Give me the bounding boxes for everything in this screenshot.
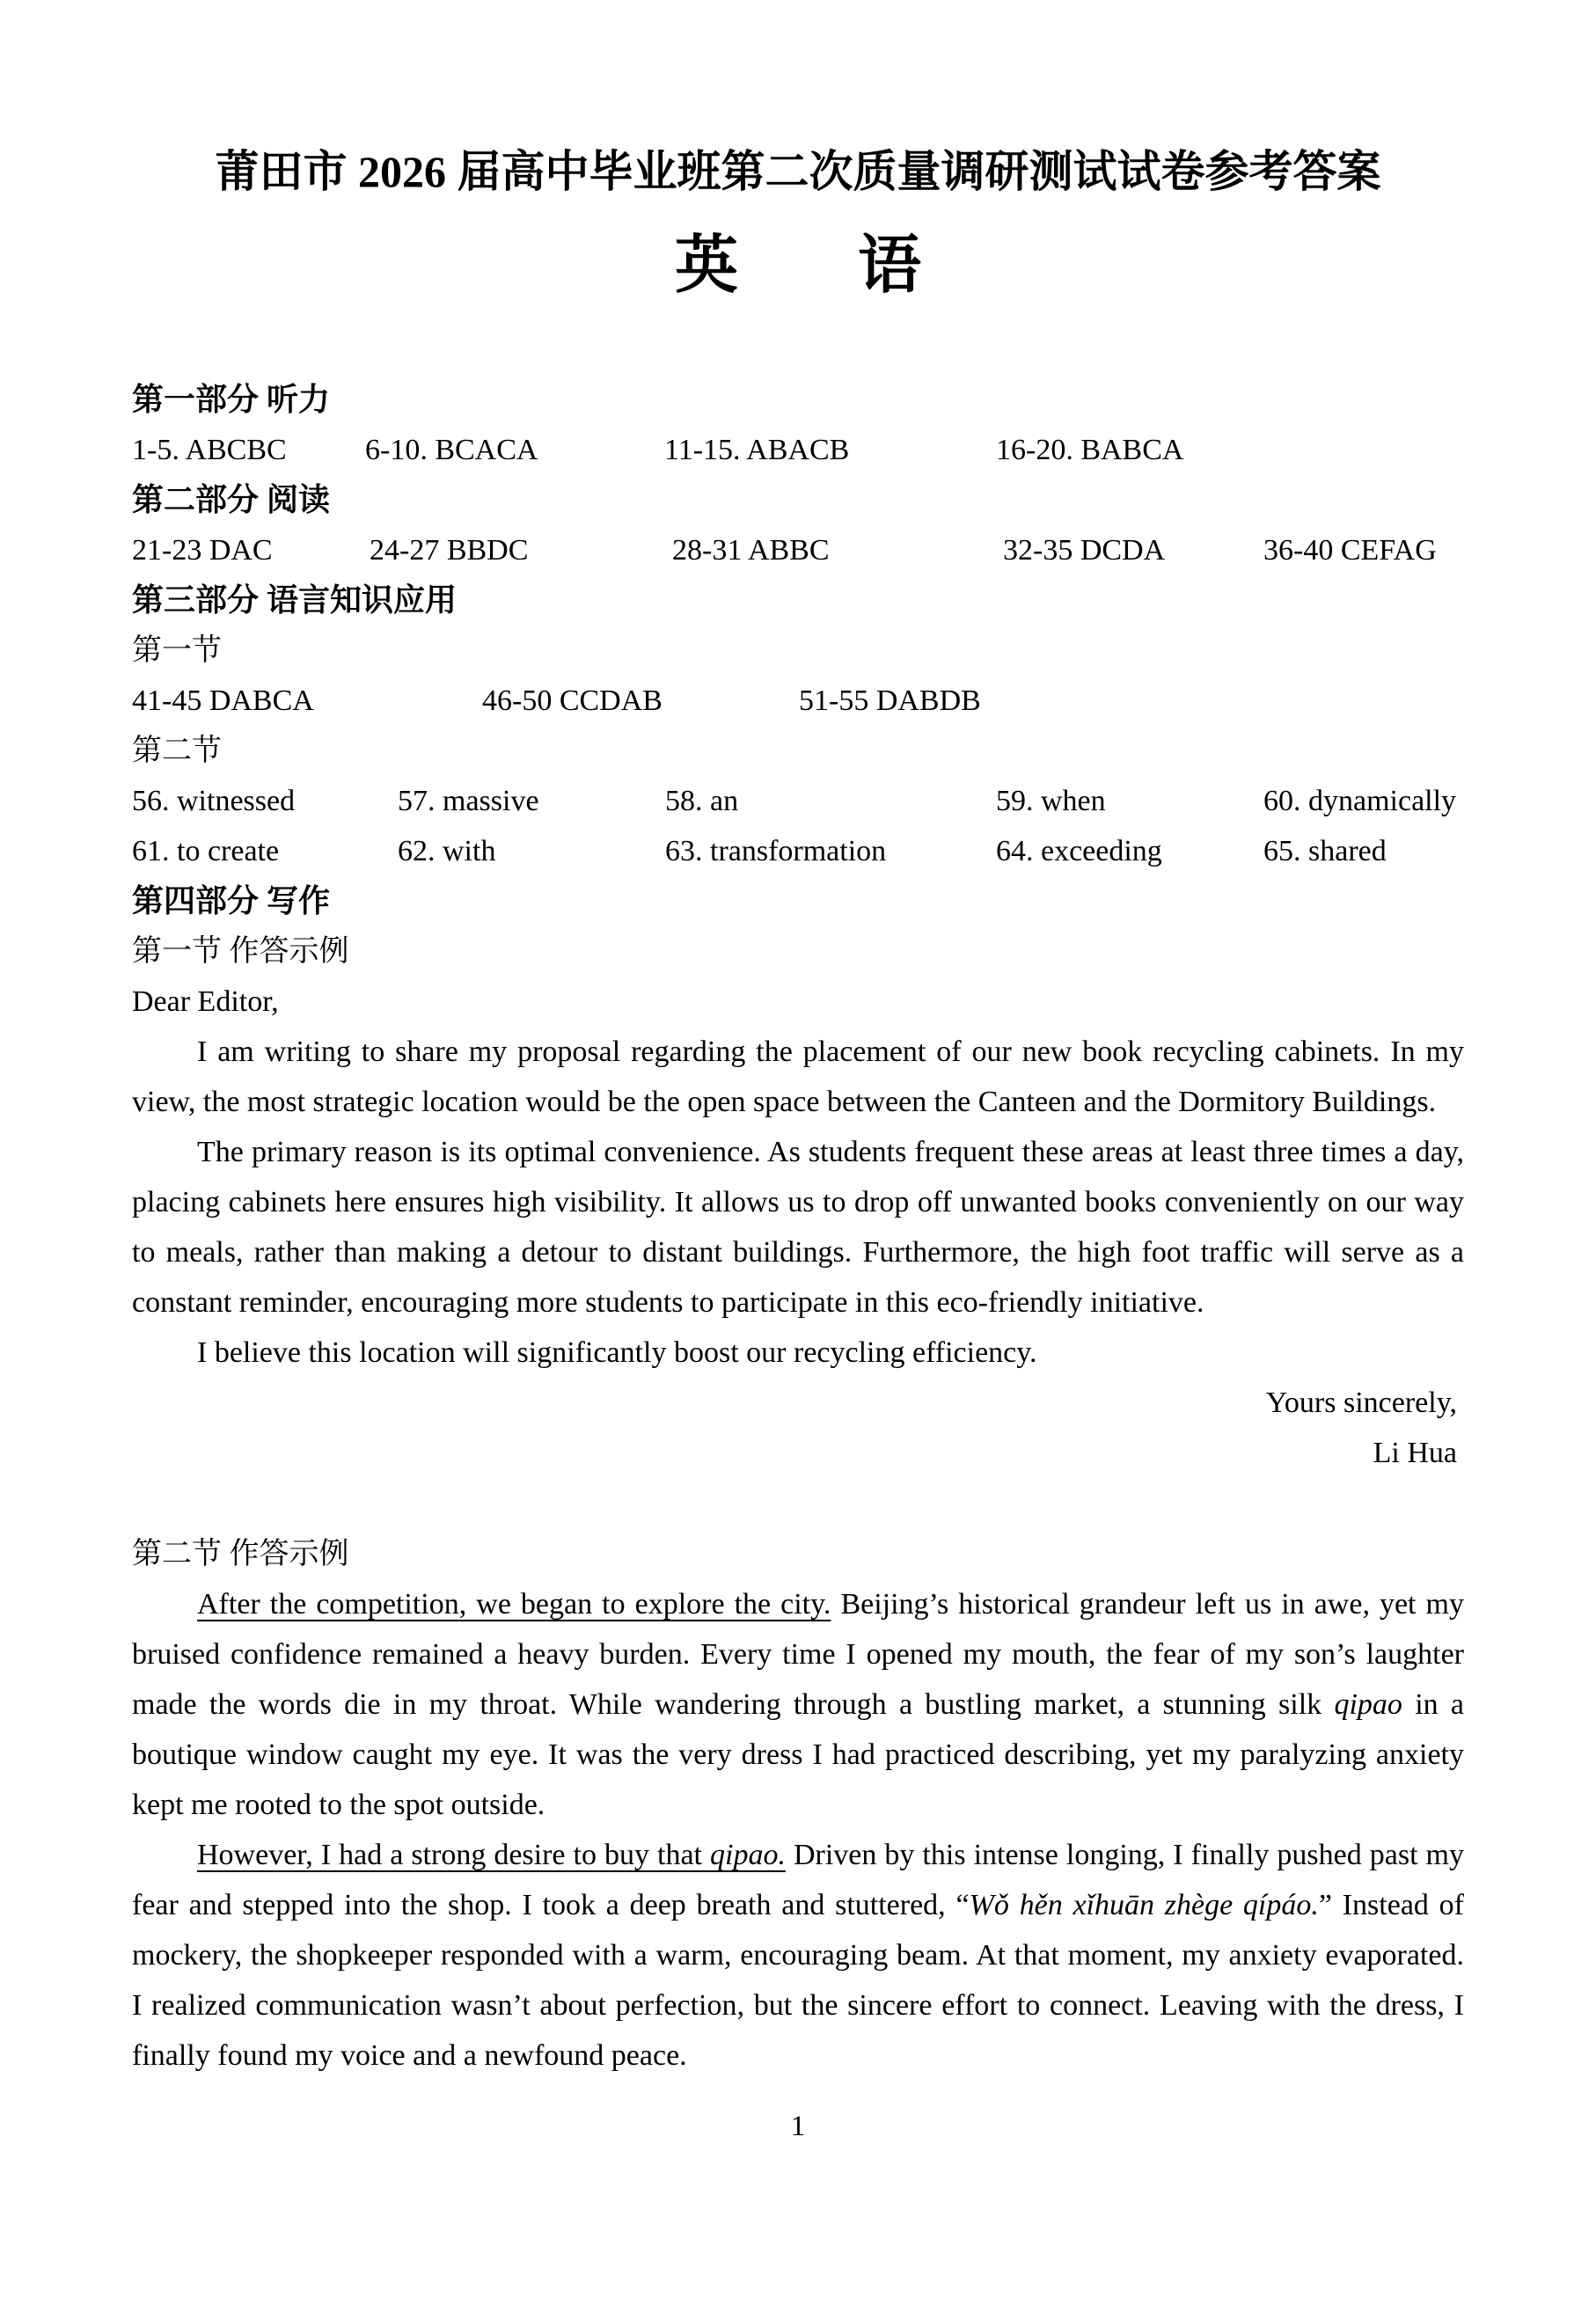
answer-item: 60. dynamically [1263, 785, 1457, 817]
answer-item: 56. witnessed [132, 785, 296, 817]
underlined-lead-sentence: After the competition, we began to explore the city. [197, 1588, 831, 1621]
story-paragraph-2 [132, 1830, 1464, 2081]
cloze-answers-row [132, 676, 1464, 726]
part3-section2-heading: 第二节 [132, 735, 222, 767]
story-text: Beijing’s historical grandeur left us in awe, yet my bruised confidence remained a heavy burden. Every time I opened my mouth, the fear of my son’s laughter made the words die in my throat. While wandering through a bustling market, a stunning silk [132, 1588, 1464, 1721]
answer-item: 59. when [996, 785, 1106, 817]
answer-item: 28-31 ABBC [672, 534, 830, 567]
grammar-answers-row-1 [132, 776, 1464, 826]
answer-item: 16-20. BABCA [996, 434, 1184, 466]
story-text: Driven by this intense longing, I finally pushed past my fear and stepped into the shop. I took a deep breath and stuttered, “ [132, 1839, 1464, 1921]
story-paragraph-1 [132, 1579, 1464, 1830]
letter-sample [132, 977, 1464, 1478]
answer-item: 57. massive [398, 785, 539, 817]
page-number: 1 [790, 2111, 806, 2142]
listening-answers-row [132, 425, 1464, 475]
part1-heading: 第一部分 听力 [132, 382, 331, 417]
part3-section1-heading: 第一节 [132, 634, 222, 667]
answer-item: 21-23 DAC [132, 534, 273, 567]
subject-title: 英 语 [674, 230, 921, 301]
underlined-italic-term: qipao. [710, 1839, 786, 1871]
letter-paragraph-1: I am writing to share my proposal regarding the placement of our new book recycling cabinets. In my view, the most strategic location would be the open space between the Canteen and the Dormitory Buildings. [132, 1035, 1464, 1118]
answer-item: 62. with [398, 835, 496, 867]
story-text: in a boutique window caught my eye. It was the very dress I had practiced describing, yet my paralyzing anxiety kept me rooted to the spot outside. [132, 1688, 1464, 1821]
answer-item: 65. shared [1263, 835, 1387, 867]
answer-item: 36-40 CEFAG [1263, 534, 1437, 567]
answer-item: 64. exceeding [996, 835, 1162, 867]
answer-item: 32-35 DCDA [1003, 534, 1166, 567]
answer-item: 61. to create [132, 835, 280, 867]
answer-item: 11-15. ABACB [664, 434, 850, 466]
answer-item: 1-5. ABCBC [132, 434, 287, 466]
underlined-lead-sentence: However, I had a strong desire to buy that [197, 1839, 711, 1871]
reading-answers-row [132, 525, 1464, 575]
story-sample [132, 1579, 1464, 2081]
part3-heading: 第三部分 语言知识应用 [132, 582, 458, 618]
letter-closing: Yours sincerely, [1265, 1387, 1457, 1419]
answer-item: 6-10. BCACA [365, 434, 538, 466]
grammar-answers-row-2 [132, 826, 1464, 876]
part4-heading: 第四部分 写作 [132, 883, 331, 918]
answer-item: 41-45 DABCA [132, 684, 314, 717]
answer-item: 46-50 CCDAB [482, 684, 663, 717]
answer-item: 63. transformation [665, 835, 887, 867]
letter-paragraph-3: I believe this location will significantly boost our recycling efficiency. [197, 1336, 1037, 1369]
part2-heading: 第二部分 阅读 [132, 482, 331, 517]
letter-paragraph-2: The primary reason is its optimal convenience. As students frequent these areas at least three times a day, placing cabinets here ensures high visibility. It allows us to drop off unwanted books conveniently on our way to meals, rather than making a detour to distant buildings. Furthermore, the high foot traffic will serve as a constant reminder, encouraging more students to participate in this eco-friendly initiative. [132, 1136, 1464, 1319]
italic-term: qipao [1334, 1688, 1402, 1721]
letter-signature: Li Hua [1373, 1437, 1457, 1469]
exam-title: 莆田市 2026 届高中毕业班第二次质量调研测试试卷参考答案 [215, 147, 1381, 196]
part4-section2-heading: 第二节 作答示例 [132, 1538, 349, 1570]
letter-salutation: Dear Editor, [132, 985, 279, 1018]
answer-item: 58. an [665, 785, 739, 817]
story-text: ” Instead of mockery, the shopkeeper responded with a warm, encouraging beam. At that moment, my anxiety evaporated. I realized communication wasn’t about perfection, but the sincere effort to connect. Leaving with the dress, I finally found my voice and a newfound peace. [132, 1889, 1464, 2072]
answer-item: 51-55 DABDB [799, 684, 981, 717]
answer-item: 24-27 BBDC [370, 534, 529, 567]
italic-pinyin: Wǒ hěn xǐhuān zhège qípáo. [969, 1889, 1319, 1921]
part4-section1-heading: 第一节 作答示例 [132, 935, 349, 968]
